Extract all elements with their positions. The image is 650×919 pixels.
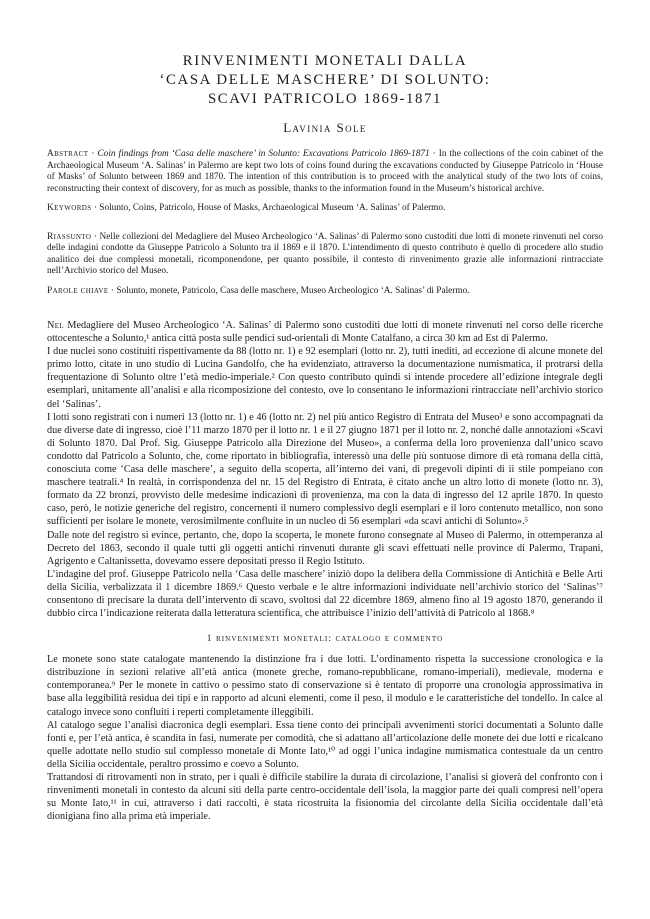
title-line-1: RINVENIMENTI MONETALI DALLA (182, 53, 468, 69)
body-paragraph-1-text: Medagliere del Museo Archeologico ‘A. Salinas’ di Palermo sono custoditi due lotti di monete rinvenuti nel corso delle ricerche ottocentesche a Solunto,¹ antica città posta sulle pendici sud-orientali di Monte Catalfano, a circa 30 km ad Est di Palermo. (47, 320, 603, 345)
riassunto (47, 232, 603, 278)
article-title (47, 52, 603, 109)
page (47, 52, 603, 823)
section-heading: 1 rinvenimenti monetali: catalogo e commento (206, 634, 444, 645)
section-paragraph-3: Trattandosi di ritrovamenti non in strato, per i quali è difficile stabilire la durata di circolazione, l’analisi si gioverà del confronto con i rinvenimenti monetali in contesto da alcuni siti della parte centro-occidentale dell’isola, la maggior parte dei quali compresi nell’opera su Monte Iato,¹¹ in cui, attraverso i dati raccolti, è stata ricostruita la fisionomia del circolante della Sicilia occidentale dall’età dionigiana fino alla prima età imperiale. (47, 772, 603, 823)
keywords-text: · Solunto, Coins, Patricolo, House of Masks, Archaeological Museum ‘A. Salinas’ of Palermo. (91, 203, 446, 213)
body-paragraph-2: I due nuclei sono costituiti rispettivamente da 88 (lotto nr. 1) e 92 esemplari (lotto nr. 2), tutti inediti, ad eccezione di alcune monete del primo lotto, citate in uno studio di Lucina Gandolfo, che ha evidenziato, attraverso la documentazione numismatica, il protrarsi della frequentazione di Solunto oltre l’età medio-imperiale.² Con questo contributo quindi si intende procedere all’edizione integrale degli esemplari, unitamente all’analisi e alla ricomposizione del contesto, ove lo consentano le informazioni rintracciate nell’archivio storico del ‘Salinas’. (47, 346, 603, 410)
parole-label: Parole chiave (47, 285, 109, 296)
article-body (47, 319, 603, 823)
parole-chiave (47, 286, 603, 298)
abstract-title: Coin findings from ‘Casa delle maschere’ in Solunto: Excavations Patricolo 1869-1871 (97, 149, 430, 159)
drop-lead: Nel (47, 320, 65, 331)
title-line-2: ‘CASA DELLE MASCHERE’ DI SOLUNTO: (159, 72, 491, 88)
abstract-separator: · (88, 149, 98, 159)
riassunto-text: · Nelle collezioni del Medagliere del Museo Archeologico ‘A. Salinas’ di Palermo sono custoditi due lotti di monete rinvenuti nel corso delle indagini condotte da Giuseppe Patricolo a Solunto tra il 1869 e il 1870. L’intendimento di questo contributo è quello di procedere allo studio analitico dei due complessi monetali, ricomponendone, per quanto possibile, il contesto di rinvenimento grazie alle informazioni rintracciate nell’Archivio storico del Museo. (47, 231, 603, 276)
body-paragraph-1 (47, 319, 603, 345)
section-paragraph-2: Al catalogo segue l’analisi diacronica degli esemplari. Essa tiene conto dei principali avvenimenti storici documentati a Solunto dalle fonti e, per l’età antica, è scandita in fasi, numerate per comodità, che si adattano all’articolazione delle monete dei due lotti e ricalcano quelle adottate nello studio sul complesso monetale di Monte Iato,¹⁰ ad oggi l’unica indagine numismatica contestuale da un centro della Sicilia occidentale, peraltro prossimo e coevo a Solunto. (47, 719, 603, 770)
parole-text: · Solunto, monete, Patricolo, Casa delle maschere, Museo Archeologico ‘A. Salinas’ di Palermo. (108, 285, 470, 296)
keywords-label: Keywords (47, 203, 92, 213)
abstract-text: · In the collections of the coin cabinet of the Archaeological Museum ‘A. Salinas’ in Palermo are kept two lots of coins found during the excavations conducted by Giuseppe Patricolo in ‘House of Masks’ of Solunto between 1869 and 1870. The intention of this contribution is to proceed with the analytical study of the two lots of coins, reconstructing their context of discovery, for as much as possible, thanks to the information found in the Museum’s historical archive. (47, 149, 603, 194)
body-paragraph-4: Dalle note del registro si evince, pertanto, che, dopo la scoperta, le monete furono consegnate al Museo di Palermo, in ottemperanza al Decreto del 1863, secondo il quale tutti gli oggetti antichi rinvenuti durante gli scavi effettuati nelle province di Palermo, Trapani, Agrigento e Caltanissetta, dovevamo essere depositati presso il Regio Istituto. (47, 529, 603, 567)
abstract (47, 149, 603, 195)
abstract-label: Abstract (47, 149, 89, 159)
body-paragraph-5: L’indagine del prof. Giuseppe Patricolo nella ‘Casa delle maschere’ iniziò dopo la delibera della Commissione di Antichità e Belle Arti della Sicilia, verbalizzata il 1 dicembre 1869.⁶ Questo verbale e le altre informazioni individuate nell’archivio storico del ‘Salinas’⁷ consentono di precisare la durata dell’intervento di scavo, svoltosi dal 22 dicembre 1869, almeno fino al 19 agosto 1870, generando il dubbio circa l’indicazione reiterata dalla letteratura scientifica, che attribuisce l’inizio dell’attività di Patricolo al 1868.⁸ (47, 568, 603, 620)
keywords (47, 203, 603, 215)
title-line-3: SCAVI PATRICOLO 1869-1871 (207, 91, 443, 107)
body-paragraph-3: I lotti sono registrati con i numeri 13 (lotto nr. 1) e 46 (lotto nr. 2) nel più antico Registro di Entrata del Museo³ e sono accompagnati da due diverse date di ingresso, cioè l’11 marzo 1870 per il lotto nr. 1 e il 27 giugno 1871 per il lotto nr. 2, nonché dalle annotazioni «Scavi di Soluntо 1870. Dal Prof. Sig. Giuseppe Patricolo alla Direzione del Museo», a conferma della loro provenienza dall’unico scavo condotto dal Patricolo a Solunto, che, come riportato in bibliografia, interessò una delle più sontuose dimore di età romana della città, conosciuta come ‘Casa delle maschere’, a seguito della scoperta, all’interno dei vani, di pregevoli dipinti di ii stile pompeiano con maschere teatrali.⁴ In realtà, in corrispondenza del nr. 15 del Registro di Entrata, è citato anche un altro lotto di monete (lotto nr. 3), formato da 22 bronzi, provvisto delle medesime indicazioni di provenienza, ma con la data di ingresso del 12 aprile 1870. In questo caso, però, le notizie generiche del registro, concernenti il numero complessivo degli esemplari e il loro contenuto metallico, non sono sufficienti per isolare le monete, verosimilmente confluite in un nucleo di 56 esemplari «da scavi antichi di Solunto».⁵ (47, 411, 603, 528)
section-paragraph-1: Le monete sono state catalogate mantenendo la distinzione fra i due lotti. L’ordinamento rispetta la successione cronologica e la distribuzione in sezioni relative all’età antica (monete greche, romano-repubblicane, romano-imperiali), medievale, moderna e contemporanea.⁹ Per le monete in cattivo o pessimo stato di conservazione si è tentato di proporre una cronologia approssimativa in base alla leggibilità residua dei tipi e in rapporto ad alcuni elementi, come il peso, il modulo e le caratteristiche del tondello. In calce al catalogo invece sono confluiti i reperti completamente illeggibili. (47, 654, 603, 718)
riassunto-label: Riassunto (47, 231, 92, 242)
author-name: Lavinia Sole (283, 120, 367, 135)
